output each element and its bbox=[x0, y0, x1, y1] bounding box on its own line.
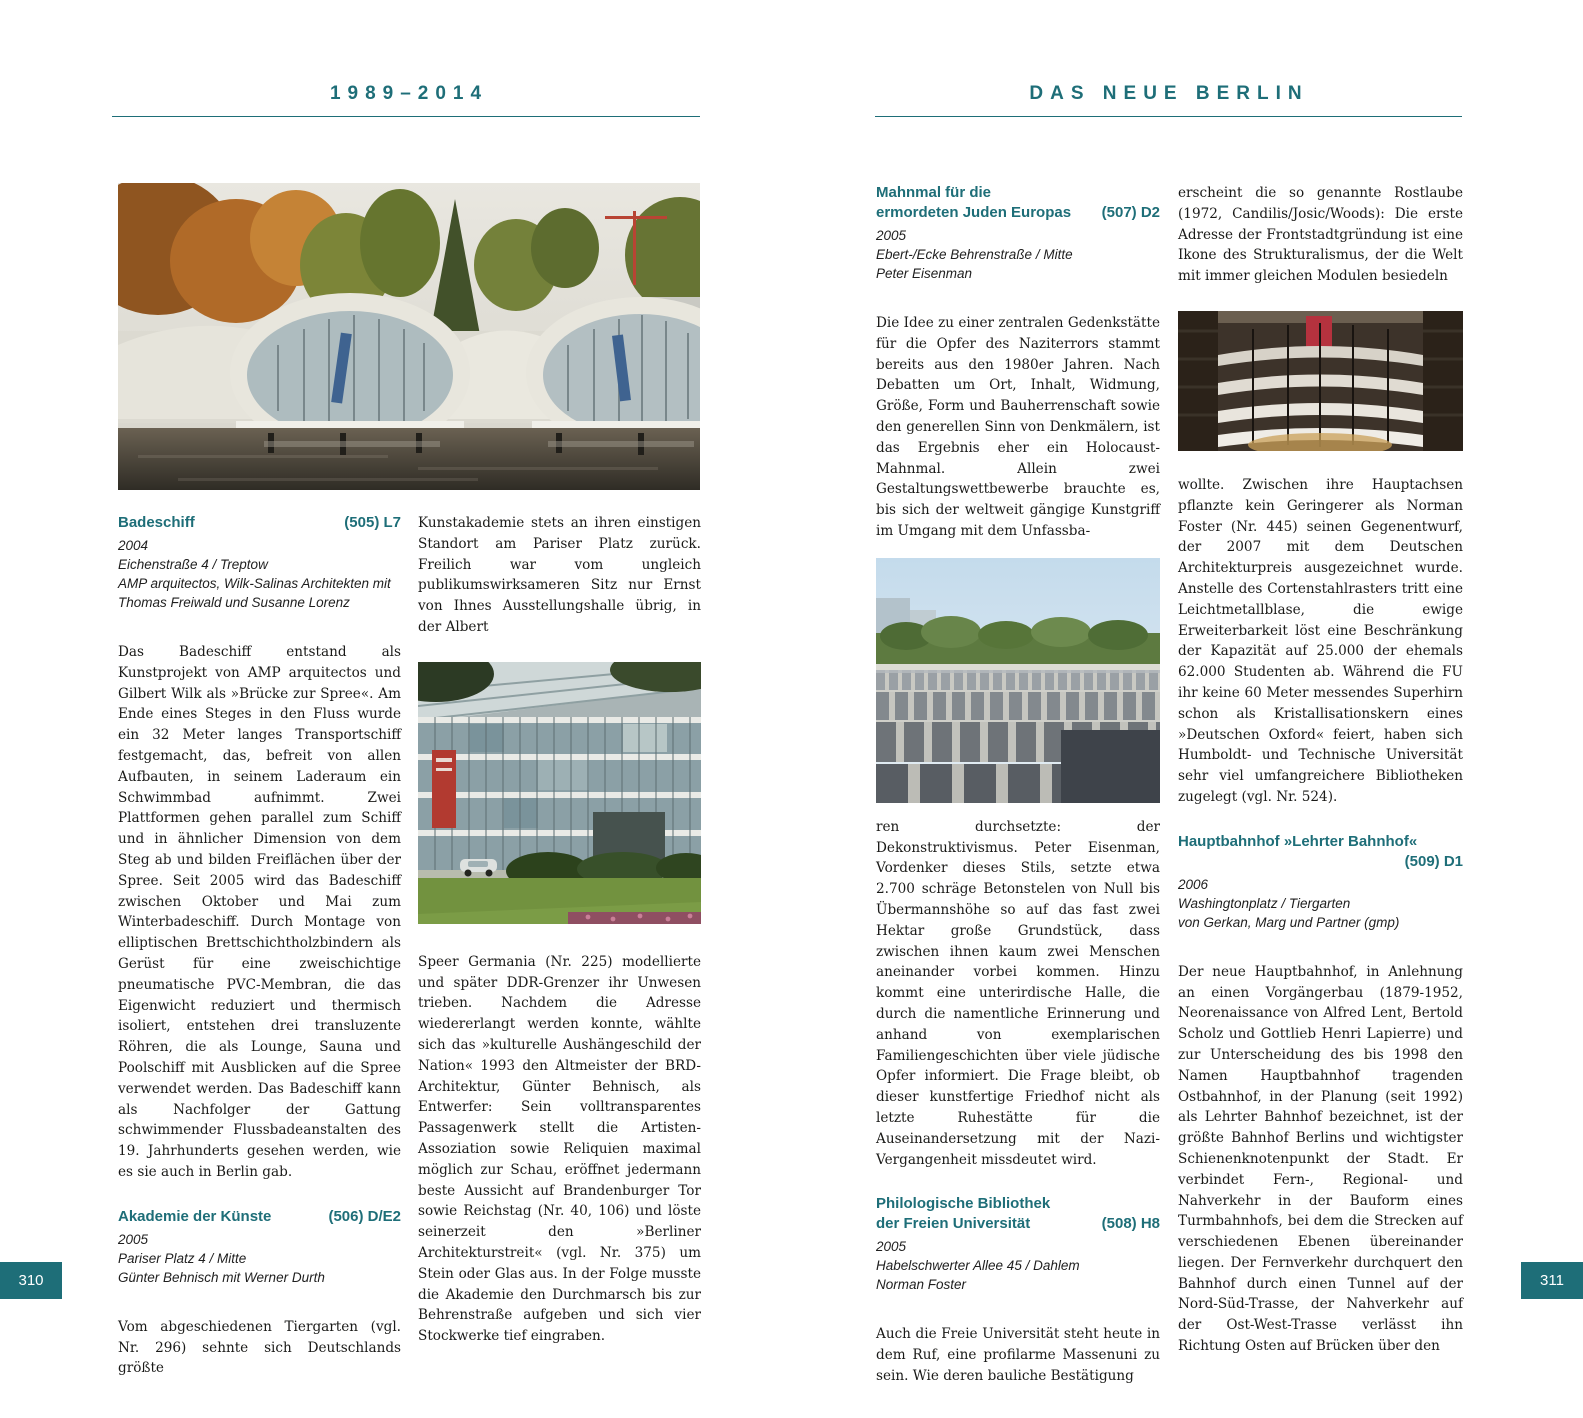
entry-year: 2006 bbox=[1178, 876, 1209, 892]
entry-architect: von Gerkan, Marg und Partner (gmp) bbox=[1178, 914, 1400, 930]
entry-address: Pariser Platz 4 / Mitte bbox=[118, 1250, 247, 1266]
entry-meta-bibliothek bbox=[876, 1237, 1160, 1294]
right-page-column-1 bbox=[876, 183, 1160, 1387]
entry-body-mahnmal-a: Die Idee zu einer zentralen Gedenkstätte für die Opfer des Naziterrors stammt bereits aus den 1980er Jahren. Nach Debatten um Ort, Inhalt, Widmung, Größe, Form und Bauherrenschaft sowie den generellen Sinn von Denkmälern, ist das Ergebnis eher ein Holocaust-Mahnmal. Allein zwei Gestaltungswettbewerbe brauchte es, bis sich der weltweit gängige Kunstgriff im Umgang mit dem Unfassba- bbox=[876, 315, 1160, 539]
entry-meta-badeschiff bbox=[118, 536, 401, 612]
left-header-rule bbox=[112, 116, 700, 117]
entry-heading-hauptbahnhof bbox=[1178, 832, 1463, 872]
entry-body-bibliothek-col1: Auch die Freie Universität steht heute in dem Ruf, eine profilarme Massenuni zu sein. Wie deren bauliche Bestätigung bbox=[876, 1326, 1160, 1384]
entry-architect: Günter Behnisch mit Werner Durth bbox=[118, 1269, 325, 1285]
entry-ref: (509) D1 bbox=[1404, 852, 1463, 870]
entry-body-akademie-col1: Vom abgeschiedenen Tiergarten (vgl. Nr. 296) sehnte sich Deutschlands größte bbox=[118, 1318, 401, 1377]
entry-body-bibliothek-col2b: wollte. Zwischen ihre Hauptachsen pflanzte kein Geringerer als Norman Foster (Nr. 445) seinen Gegenentwurf, der 2007 mit dem Deutschen Architekturpreis ausgezeichnet wurde. Anstelle des Cortenstahlrasters tritt eine Leichtmetallblase, die ewige Erweiterbarkeit löst eine Beschränkung der Kapazität auf 25.000 der ehemals 62.000 Studenten ab. Während die FU ihr keine 60 Meter messendes Superhirn schon als Kristallisationskern eines »Deutschen Oxford« feiert, haben sich Humboldt- und Technische Universität sehr viel umfangreichere Bibliotheken zugelegt (vgl. Nr. 524). bbox=[1178, 476, 1463, 805]
entry-address: Eichenstraße 4 / Treptow bbox=[118, 557, 268, 572]
entry-heading-bibliothek bbox=[876, 1194, 1160, 1234]
bibliothek-photo bbox=[1178, 311, 1463, 451]
entry-address: Habelschwerter Allee 45 / Dahlem bbox=[876, 1258, 1080, 1274]
left-page-number: 310 bbox=[0, 1262, 62, 1299]
entry-title: Hauptbahnhof »Lehrter Bahnhof« bbox=[1178, 832, 1418, 850]
entry-year: 2005 bbox=[876, 228, 907, 243]
entry-ref: (507) D2 bbox=[1101, 204, 1160, 221]
entry-architect: Norman Foster bbox=[876, 1277, 967, 1293]
entry-meta-hauptbahnhof bbox=[1178, 875, 1463, 932]
right-page-column-2 bbox=[1178, 183, 1463, 1357]
entry-body-akademie-col2b: Speer Germania (Nr. 225) modellierte und später DDR-Grenzer ihr Unwesen trieben. Nachdem die Adresse wiedererlangt werden konnte, wählte sich das »kulturelle Aushängeschild der Nation« 1993 den Altmeister der BRD-Architektur, Günter Behnisch, als Entwerfer: Sein volltransparentes Passagenwerk stellt die Artisten-Assoziation sowie Reliquien maximal möglich zur Schau, eröffnet jedermann beste Aussicht auf Brandenburger Tor sowie Reichstag (Nr. 40, 106) und löste seinerzeit den »Berliner Architekturstreit« (vgl. Nr. 375) um Stein oder Glas aus. In der Folge musste die Akademie den Durchmarsch bis zur Behrenstraße aufgeben und sich vier Stockwerke tief eingraben. bbox=[418, 953, 701, 1345]
entry-body-akademie-col2a: Kunstakademie stets an ihren einstigen Standort am Pariser Platz zurück. Freilich war vom ungleich publikumswirksameren Sitz nur Ernst von Ihnes Ausstellungshalle übrig, in der Albert bbox=[418, 515, 701, 635]
entry-title: ermordeten Juden Europas bbox=[876, 204, 1072, 221]
entry-address: Ebert-/Ecke Behrenstraße / Mitte bbox=[876, 247, 1073, 262]
entry-title: Mahnmal für die bbox=[876, 184, 992, 201]
left-page-column-1 bbox=[118, 513, 401, 1379]
right-page-header: DAS NEUE BERLIN bbox=[1029, 83, 1309, 104]
entry-address: Washingtonplatz / Tiergarten bbox=[1178, 895, 1351, 911]
entry-architect: AMP arquitectos, Wilk-Salinas Architekten mit Thomas Freiwald und Susanne Lorenz bbox=[118, 576, 391, 610]
right-page-number: 311 bbox=[1521, 1262, 1583, 1299]
badeschiff-photo bbox=[118, 183, 700, 490]
left-page-header: 1989–2014 bbox=[329, 83, 489, 104]
entry-year: 2005 bbox=[876, 1239, 907, 1255]
entry-heading-akademie bbox=[118, 1207, 401, 1227]
entry-body-bibliothek-col2a: erscheint die so genannte Rostlaube (1972, Candilis/Josic/Woods): Die erste Adresse der Frontstadtgründung ist eine Ikone des Strukturalismus, der die Welt mit immer gleichen Modulen besiedeln bbox=[1178, 185, 1463, 285]
entry-year: 2004 bbox=[118, 538, 149, 553]
entry-body-badeschiff: Das Badeschiff entstand als Kunstprojekt von AMP arquitectos und Gilbert Wilk als »Brücke zur Spree«. Am Ende eines Steges in den Fluss wurde ein 32 Meter langes Transportschiff festgemacht, das, befreit von allen Aufbauten, in seinem Laderaum ein Schwimmbad aufnimmt. Zwei Plattformen gehen parallel zum Schiff und in ähnlicher Dimension von dem Steg ab und bilden Freiflächen über der Spree. Seit 2005 wird das Badeschiff zwischen Oktober und Mai zum Winterbadeschiff. Durch Montage von elliptischen Brettschichtholzbindern als Gerüst für eine zweischichtige pneumatische PVC-Membran, die das Eigenwicht reduziert und thermisch isoliert, entstehen drei transluzente Röhren, die als Lounge, Sauna und Poolschiff mit Ausblicken auf die Spree verwendet werden. Das Badeschiff kann als Nachfolger der Gattung schwimmender Flussbadeanstalten des 19. Jahrhunderts gesehen werden, wie es sie auch in Berlin gab. bbox=[118, 644, 401, 1180]
entry-ref: (506) D/E2 bbox=[328, 1207, 401, 1225]
left-page-column-2 bbox=[418, 513, 701, 1347]
entry-meta-akademie bbox=[118, 1230, 401, 1287]
entry-ref: (508) H8 bbox=[1101, 1215, 1160, 1233]
entry-title: Akademie der Künste bbox=[118, 1207, 272, 1225]
entry-meta-mahnmal bbox=[876, 226, 1160, 283]
right-header-rule bbox=[875, 116, 1462, 117]
entry-body-mahnmal-b: ren durchsetzte: der Dekonstruktivismus. Peter Eisenman, Vordenker dieses Stils, setzte etwa 2.700 schräge Betonstelen von Null bis Übermannshöhe so auf das fast zwei Hektar große Grundstück, dass zwischen ihnen kaum zwei Menschen aneinander vorbei kommen. Hinzu kommt eine unterirdische Halle, die durch die namentliche Erinnerung und anhand von exemplarischen Familiengeschichten über viele jüdische Opfer informiert. Die Frage bleibt, ob dieser kunstfertige Friedhof nicht als letzte Ruhestätte für die Auseinandersetzung mit der Nazi-Vergangenheit missdeutet wird. bbox=[876, 818, 1160, 1168]
entry-title: Badeschiff bbox=[118, 514, 195, 531]
entry-year: 2005 bbox=[118, 1231, 149, 1247]
entry-heading-mahnmal bbox=[876, 183, 1160, 223]
entry-title: Philologische Bibliothek bbox=[876, 1195, 1051, 1213]
entry-ref: (505) L7 bbox=[344, 514, 401, 531]
entry-title: der Freien Universität bbox=[876, 1215, 1031, 1233]
entry-body-hauptbahnhof: Der neue Hauptbahnhof, in Anlehnung an einen Vorgängerbau (1879-1952, Neorenaissance von Alfred Lent, Bertold Scholz und Gottlieb Henri Lapierre) und zur Unterscheidung des bis 1998 den Namen Hauptbahnhof tragenden Ostbahnhof, in der Planung (seit 1992) als Lehrter Bahnhof bezeichnet, ist der größte Bahnhof Berlins und wichtigster Schienenknotenpunkt der Stadt. Er verbindet Fern-, Regional- und Nahverkehr in der Bauform eines Turmbahnhofs, bei dem die Strecken auf verschiedenen Ebenen übereinander liegen. Der Fernverkehr durchquert den Bahnhof durch einen Tunnel auf der Nord-Süd-Trasse, der Nahverkehr auf der Ost-West-Trasse verlässt ihn Richtung Osten auf Brücken über den bbox=[1178, 963, 1463, 1355]
akademie-photo bbox=[418, 662, 701, 924]
entry-architect: Peter Eisenman bbox=[876, 266, 973, 281]
entry-heading-badeschiff bbox=[118, 513, 401, 533]
mahnmal-photo bbox=[876, 558, 1160, 803]
